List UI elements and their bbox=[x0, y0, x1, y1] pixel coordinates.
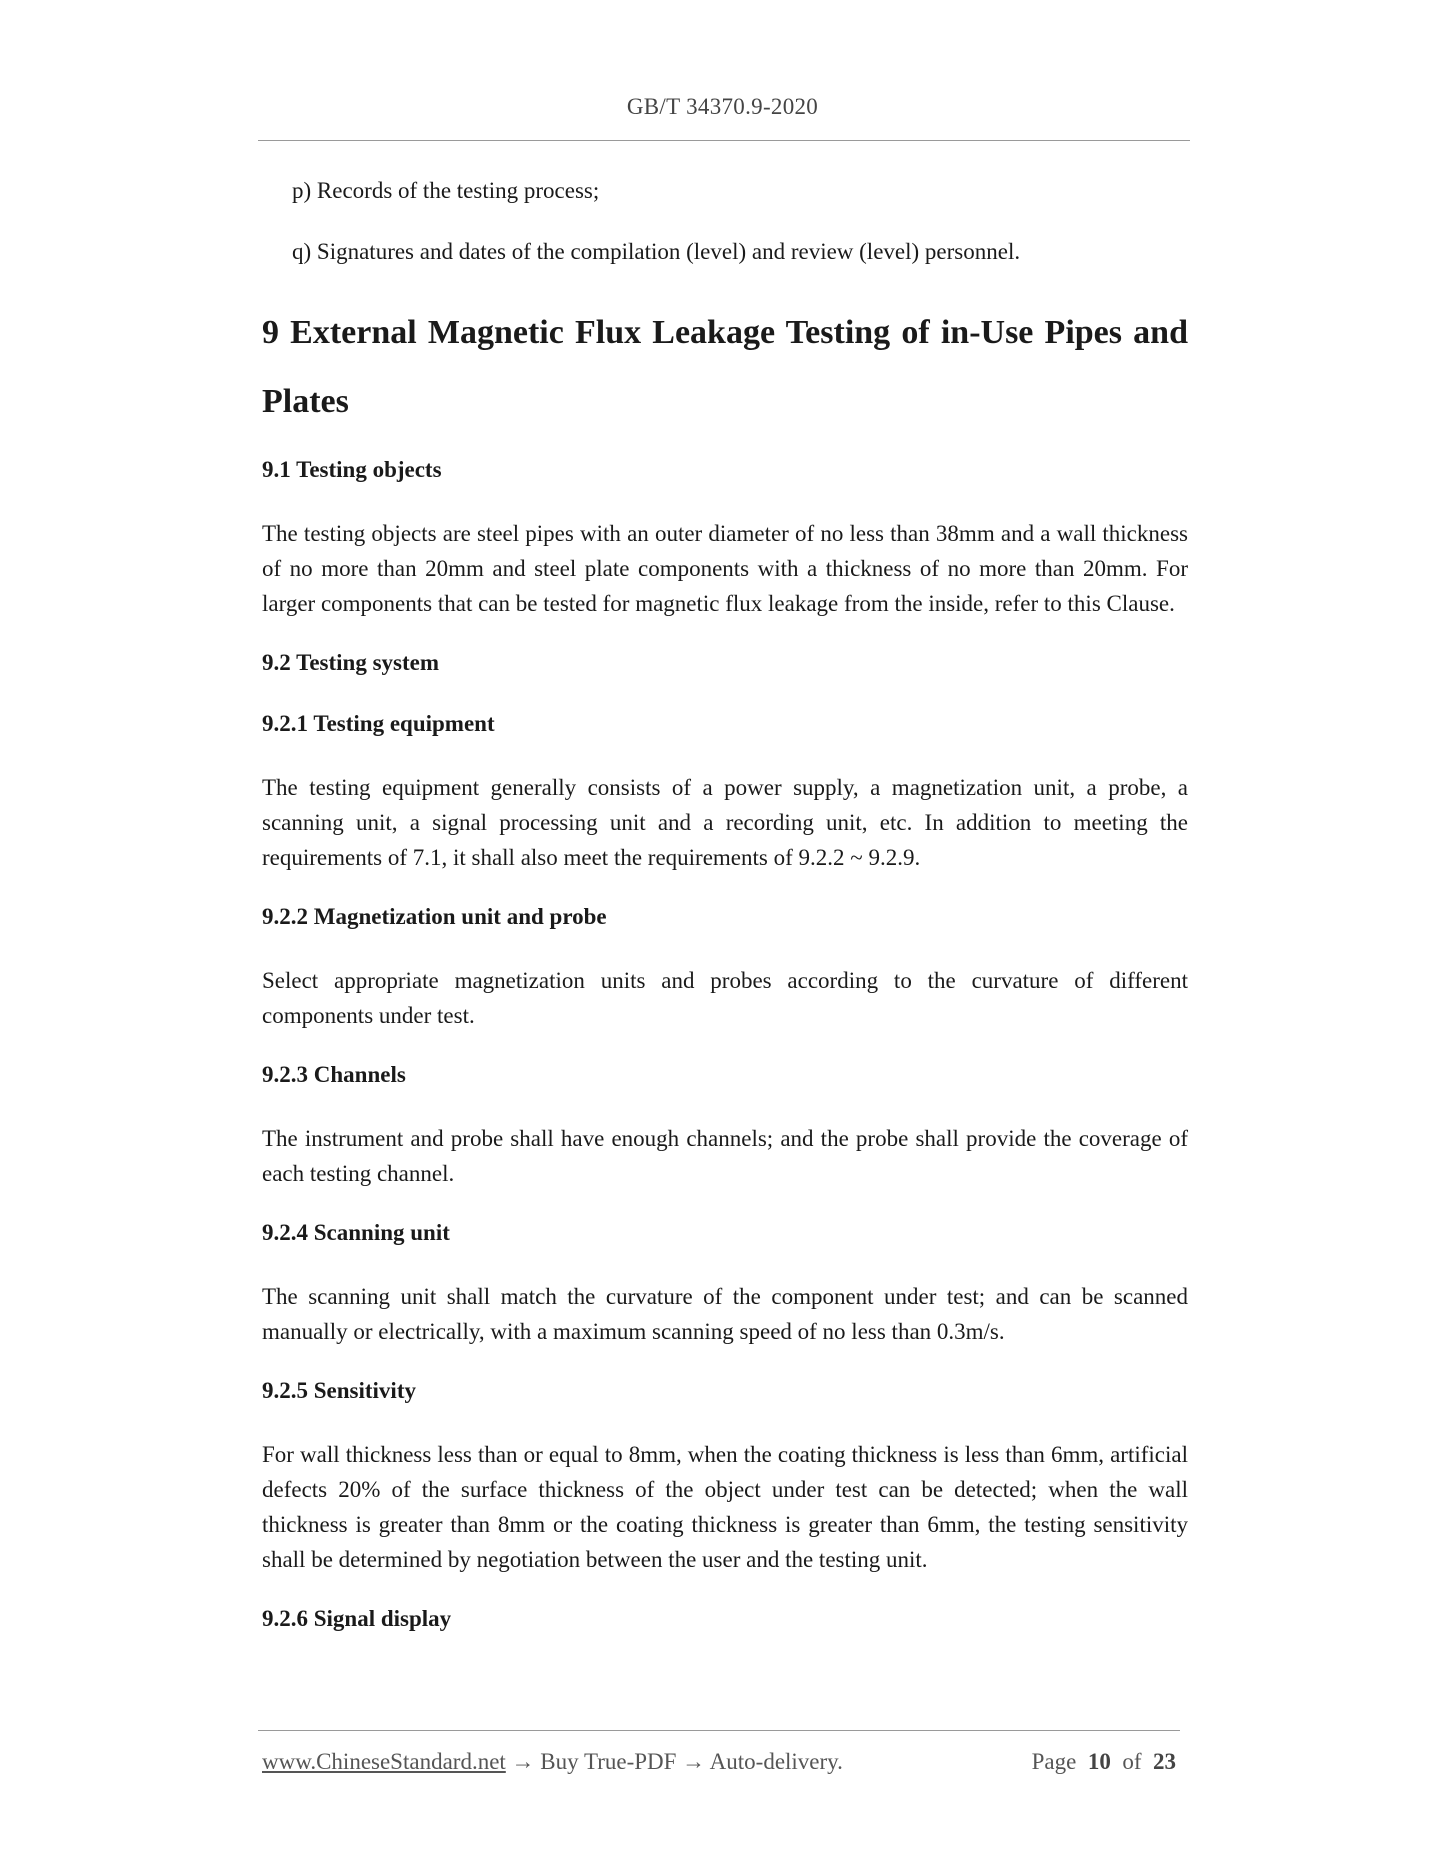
current-page-number: 10 bbox=[1087, 1749, 1111, 1774]
section-heading-9-2-5: 9.2.5 Sensitivity bbox=[262, 1378, 416, 1403]
total-page-number: 23 bbox=[1153, 1749, 1176, 1774]
section-text-9-2-1: The testing equipment generally consists of a power supply, a magnetization unit, a probe, a scanning unit, a signal processing unit and a recording unit, etc. In addition to meeting the requirements of 7.1, it shall also meet the requirements of 9.2.2 ~ 9.2.9. bbox=[262, 775, 1188, 870]
list-item-p: p) Records of the testing process; bbox=[292, 178, 600, 203]
footer-divider bbox=[258, 1730, 1180, 1731]
section-heading-9-2: 9.2 Testing system bbox=[262, 650, 439, 675]
chapter-title: 9 External Magnetic Flux Leakage Testing of in-Use Pipes and Plates bbox=[262, 314, 1188, 420]
page-content bbox=[262, 176, 1188, 1665]
page-number-indicator bbox=[1032, 1749, 1176, 1775]
website-link[interactable]: www.ChineseStandard.net bbox=[262, 1749, 506, 1774]
section-heading-9-2-4: 9.2.4 Scanning unit bbox=[262, 1220, 450, 1245]
section-heading-9-1: 9.1 Testing objects bbox=[262, 457, 442, 482]
section-heading-9-2-2: 9.2.2 Magnetization unit and probe bbox=[262, 904, 607, 929]
section-text-9-2-3: The instrument and probe shall have enough channels; and the probe shall provide the coverage of each testing channel. bbox=[262, 1126, 1188, 1186]
of-label: of bbox=[1122, 1749, 1142, 1774]
document-header-title: GB/T 34370.9-2020 bbox=[626, 94, 819, 119]
section-heading-9-2-3: 9.2.3 Channels bbox=[262, 1062, 406, 1087]
header-divider bbox=[258, 140, 1190, 141]
section-heading-9-2-1: 9.2.1 Testing equipment bbox=[262, 711, 495, 736]
section-text-9-2-2: Select appropriate magnetization units and probes according to the curvature of different components under test. bbox=[262, 968, 1188, 1028]
section-text-9-2-5: For wall thickness less than or equal to 8mm, when the coating thickness is less than 6mm, artificial defects 20% of the surface thickness of the object under test can be detected; when the wall thickness is greater than 8mm or the coating thickness is greater than 6mm, the testing sensitivity shall be determined by negotiation between the user and the testing unit. bbox=[262, 1442, 1188, 1572]
footer-tagline: → Buy True-PDF → Auto-delivery. bbox=[505, 1749, 843, 1774]
section-text-9-2-4: The scanning unit shall match the curvature of the component under test; and can be scanned manually or electrically, with a maximum scanning speed of no less than 0.3m/s. bbox=[262, 1284, 1188, 1344]
page-label: Page bbox=[1031, 1749, 1077, 1774]
section-heading-9-2-6: 9.2.6 Signal display bbox=[262, 1606, 452, 1631]
list-item-q: q) Signatures and dates of the compilation (level) and review (level) personnel. bbox=[292, 239, 1021, 264]
section-text-9-1: The testing objects are steel pipes with an outer diameter of no less than 38mm and a wall thickness of no more than 20mm and steel plate components with a thickness of no more than 20mm. For larger components that can be tested for magnetic flux leakage from the inside, refer to this Clause. bbox=[262, 521, 1188, 616]
footer-left bbox=[262, 1749, 843, 1775]
